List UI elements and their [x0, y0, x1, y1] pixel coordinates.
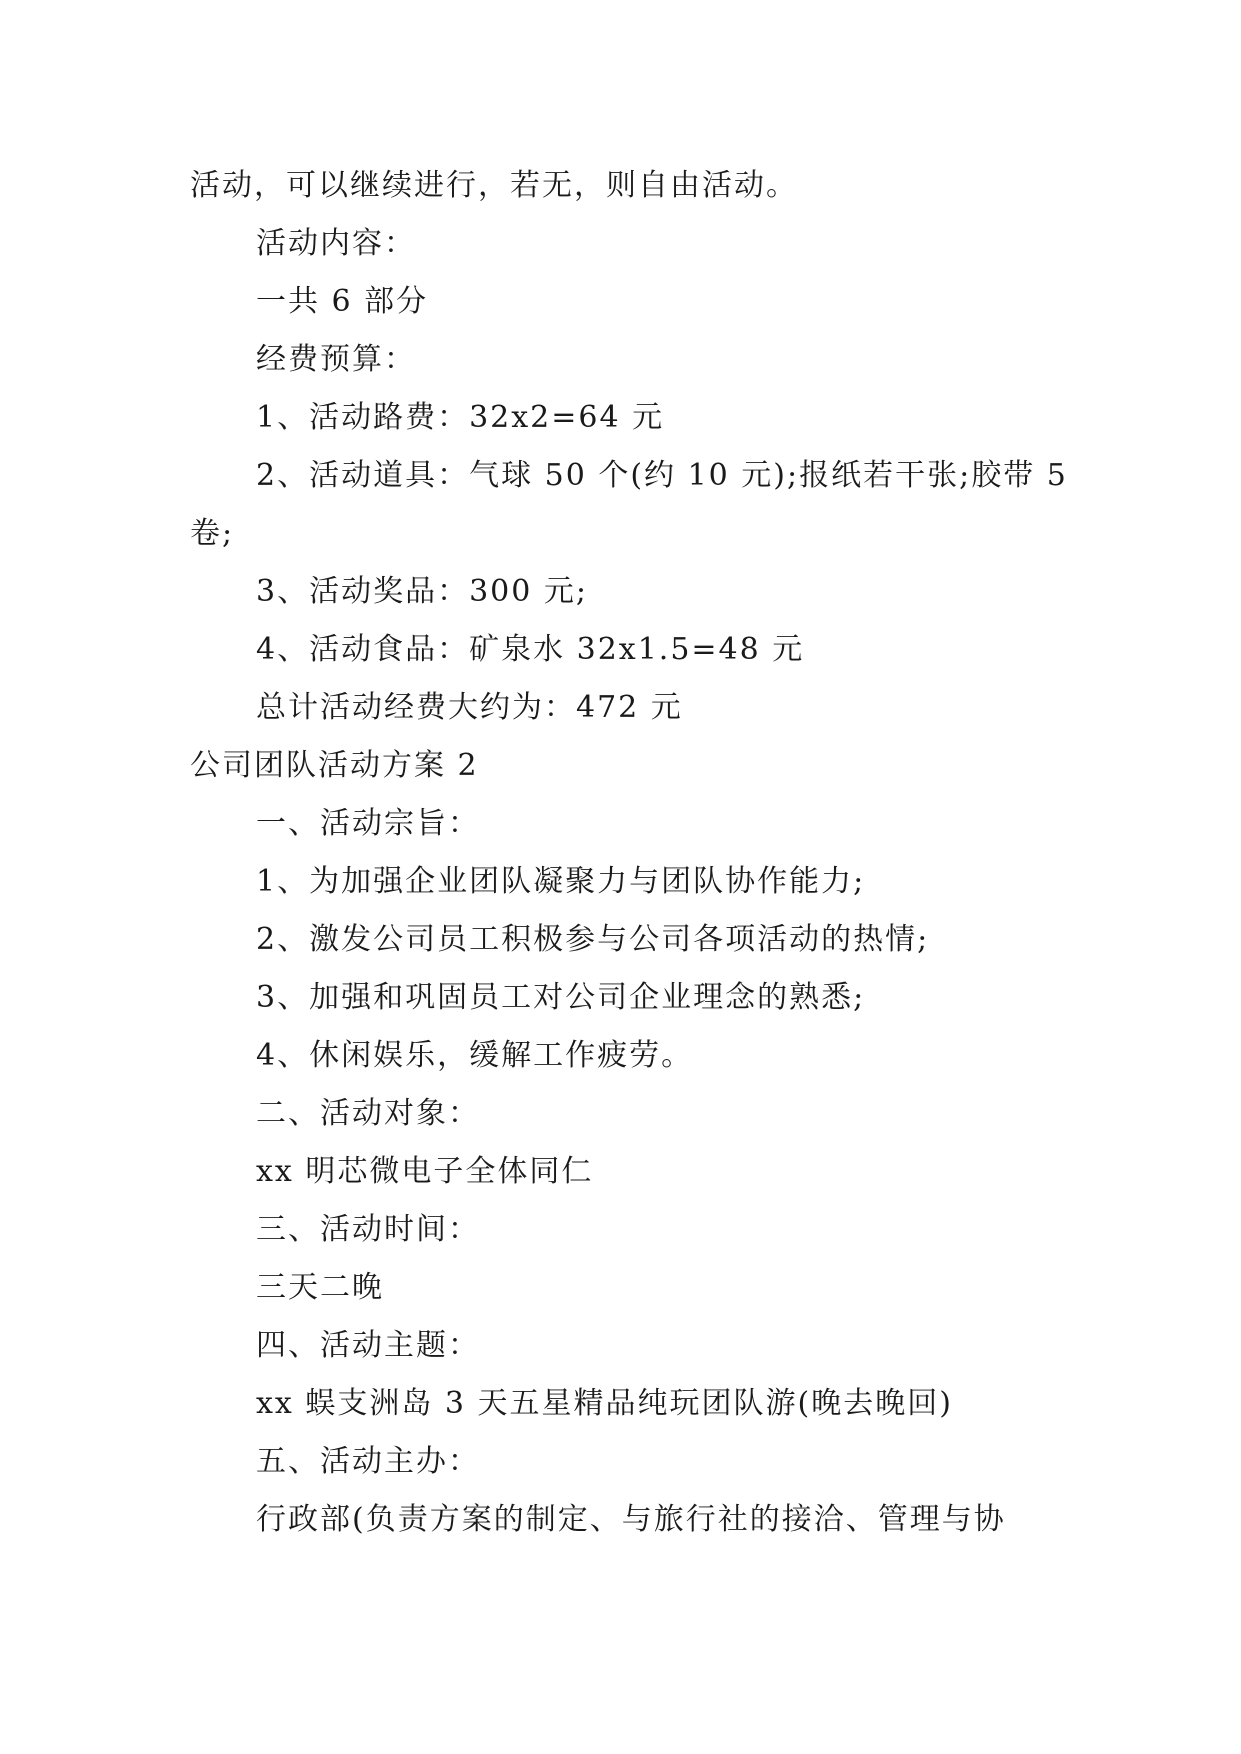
- organizer-value: 行政部(负责方案的制定、与旅行社的接洽、管理与协: [256, 1502, 1006, 1537]
- paragraph-continuation: 活动，可以继续进行，若无，则自由活动。: [190, 168, 798, 203]
- purpose-item-2: 2、激发公司员工积极参与公司各项活动的热情;: [256, 922, 930, 957]
- time-value: 三天二晚: [256, 1270, 384, 1305]
- budget-item-props-continuation: 卷;: [190, 516, 235, 551]
- theme-value: xx 蜈支洲岛 3 天五星精品纯玩团队游(晚去晚回): [256, 1386, 953, 1421]
- budget-item-props: 2、活动道具：气球 50 个(约 10 元);报纸若干张;胶带 5: [256, 458, 1068, 493]
- activity-parts: 一共 6 部分: [256, 284, 429, 319]
- budget-item-prizes: 3、活动奖品：300 元;: [256, 574, 588, 609]
- purpose-item-1: 1、为加强企业团队凝聚力与团队协作能力;: [256, 864, 866, 899]
- heading-purpose: 一、活动宗旨：: [256, 806, 480, 841]
- heading-activity-content: 活动内容：: [256, 226, 416, 261]
- budget-total: 总计活动经费大约为：472 元: [256, 690, 683, 725]
- heading-participants: 二、活动对象：: [256, 1096, 480, 1131]
- heading-theme: 四、活动主题：: [256, 1328, 480, 1363]
- participants-value: xx 明芯微电子全体同仁: [256, 1154, 594, 1189]
- section-title-plan-2: 公司团队活动方案 2: [190, 748, 479, 783]
- heading-budget: 经费预算：: [256, 342, 416, 377]
- heading-organizer: 五、活动主办：: [256, 1444, 480, 1479]
- purpose-item-4: 4、休闲娱乐，缓解工作疲劳。: [256, 1038, 694, 1073]
- heading-time: 三、活动时间：: [256, 1212, 480, 1247]
- purpose-item-3: 3、加强和巩固员工对公司企业理念的熟悉;: [256, 980, 866, 1015]
- budget-item-food: 4、活动食品：矿泉水 32x1.5=48 元: [256, 632, 805, 667]
- budget-item-travel: 1、活动路费：32x2=64 元: [256, 400, 665, 435]
